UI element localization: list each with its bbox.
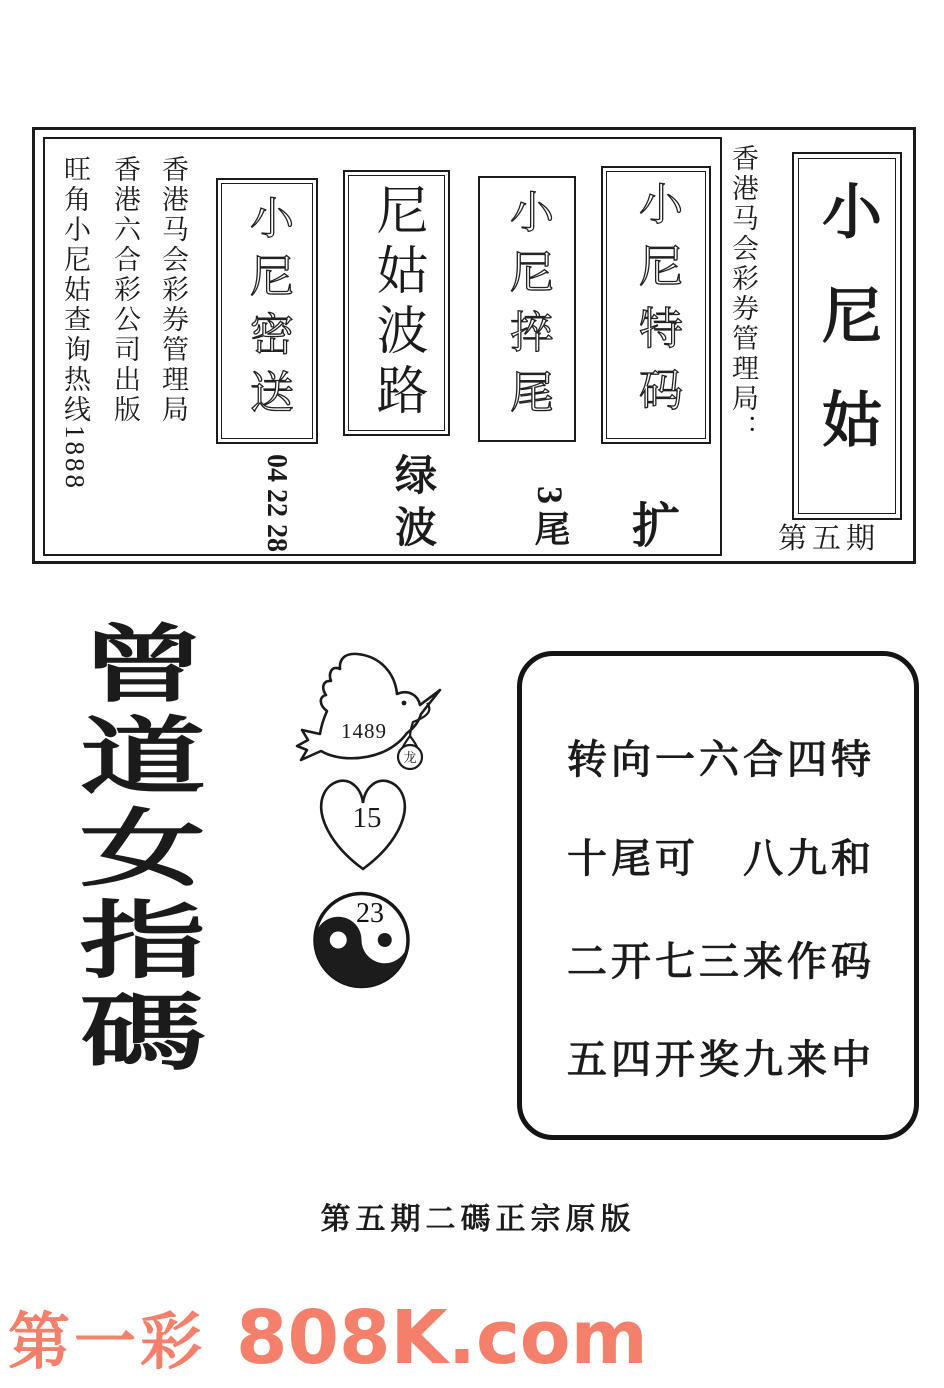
- footer-brand-cjk: 第一彩: [8, 1305, 207, 1378]
- issue-label: 第五期: [777, 523, 880, 555]
- heart-icon: [308, 765, 418, 875]
- taiji-black-dot: [378, 933, 392, 947]
- tip-box-secret-pick: [216, 178, 318, 444]
- header-inner-frame: [43, 137, 722, 556]
- footnote: 第五期二碼正宗原版: [320, 1203, 636, 1236]
- tip-box-tail-grab: [478, 176, 576, 442]
- left-title: 曾道女指碼: [59, 620, 207, 1080]
- header-frame: [32, 127, 916, 564]
- dove-pendant-label: 龙: [403, 750, 417, 765]
- footer-brand-latin: 808K.com: [236, 1295, 648, 1381]
- tip-box-value-tail: 3尾: [530, 486, 570, 552]
- heart-number: 15: [352, 802, 382, 834]
- tip-box-wave-road: [343, 170, 450, 436]
- publisher-column-hotline: 旺角小尼姑查询热线1888: [60, 155, 91, 491]
- verse-line: 十尾可 八九和: [567, 836, 875, 881]
- tip-box-title: 小尼特码: [632, 181, 681, 429]
- tip-box-title: 小尼捽尾: [503, 189, 552, 429]
- tip-box-value-numbers: 04 22 28: [261, 454, 292, 552]
- publisher-column-authority: 香港马会彩券管理局: [158, 155, 189, 425]
- tip-box-title: 小尼密送: [243, 195, 292, 427]
- verse-line: 五四开奖九来中: [567, 1037, 875, 1082]
- masthead-box: [792, 152, 902, 520]
- tip-box-value-expand: 扩: [631, 498, 680, 554]
- dove-icon: [294, 648, 446, 770]
- taiji-white-dot: [330, 932, 347, 949]
- masthead-title: 小尼姑: [814, 180, 880, 492]
- tip-box-special-number: [601, 166, 711, 444]
- verse-panel: [517, 651, 919, 1140]
- footer-brand: [8, 1292, 648, 1381]
- tip-box-title: 尼姑波路: [368, 183, 425, 423]
- dove-number: 1489: [341, 719, 387, 743]
- verse-line: 二开七三来作码: [567, 939, 875, 984]
- authority-line: 香港马会彩券管理局：: [728, 144, 759, 444]
- dove-eye: [402, 701, 407, 706]
- verse-line: 转向一六合四特: [567, 737, 875, 782]
- tip-box-value-wave: 绿波: [389, 453, 435, 557]
- taiji-number: 23: [356, 898, 384, 929]
- publisher-column-company: 香港六合彩公司出版: [110, 155, 141, 425]
- yin-yang-icon: [308, 891, 415, 989]
